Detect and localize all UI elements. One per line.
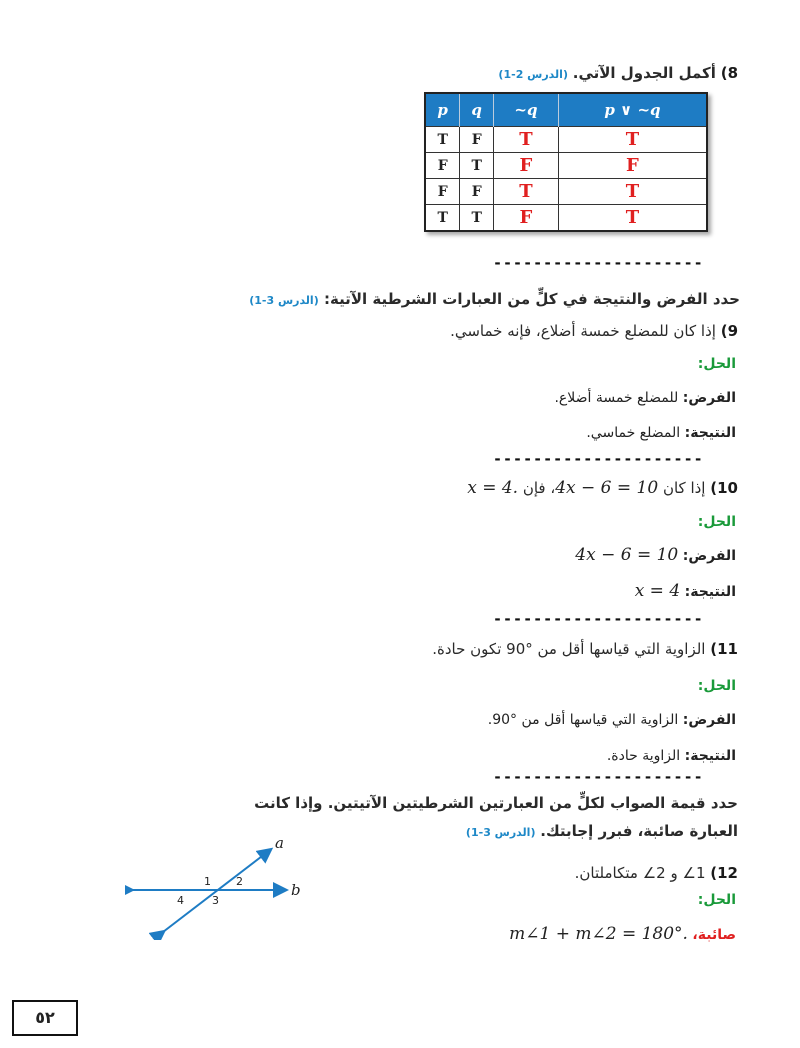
separator: --------------------- [493, 450, 704, 468]
truth-table-header [425, 93, 707, 127]
cell-p-or-not-q: F [558, 153, 707, 179]
q12-text: 1∠ و 2∠ متكاملتان. [574, 864, 706, 882]
table-row [425, 153, 707, 179]
angle-3-label: 3 [212, 894, 219, 907]
transversal-figure [125, 830, 315, 940]
q10-prompt [238, 478, 738, 498]
hypothesis-label: الفرض: [682, 390, 736, 406]
answer-label: صائبة، [692, 927, 736, 943]
cell-p: F [425, 179, 460, 205]
q10-conclusion [336, 581, 736, 601]
cell-q: F [460, 179, 494, 205]
truth-table [424, 92, 708, 232]
q8-lesson-ref: (الدرس 2-1) [498, 68, 568, 81]
q11-number: 11) [710, 640, 738, 658]
q11-prompt [238, 640, 738, 658]
section1-lesson-ref: (الدرس 3-1) [249, 294, 319, 307]
q10-math2: x = 4. [467, 478, 519, 498]
cell-p-or-not-q: T [558, 179, 707, 205]
page-number: ٥٢ [12, 1000, 78, 1036]
angle-2-label: 2 [236, 875, 243, 888]
q10-math1: 4x − 6 = 10 [555, 478, 659, 498]
cell-p: T [425, 205, 460, 232]
hypothesis-text: للمضلع خمسة أضلاع. [554, 390, 679, 406]
table-row [425, 179, 707, 205]
cell-q: F [460, 127, 494, 153]
conclusion-label: النتيجة: [684, 584, 736, 600]
angle-1-label: 1 [204, 875, 211, 888]
conclusion-math: x = 4 [634, 581, 681, 601]
separator: --------------------- [493, 610, 704, 628]
hypothesis-text: الزاوية التي قياسها أقل من °90. [487, 712, 679, 728]
q10-text-prefix: إذا كان [662, 479, 706, 497]
q11-conclusion [336, 748, 736, 764]
table-row [425, 205, 707, 232]
cell-not-q: F [493, 153, 558, 179]
q12-prompt [438, 864, 738, 882]
cell-p: T [425, 127, 460, 153]
section1-instruction [10, 290, 740, 308]
header-not-q: ~q [493, 93, 558, 127]
conclusion-text: الزاوية حادة. [606, 748, 681, 764]
cell-not-q: T [493, 179, 558, 205]
cell-p-or-not-q: T [558, 205, 707, 232]
conclusion-text: المضلع خماسي. [586, 425, 681, 441]
answer-math: m∠1 + m∠2 = 180°. [509, 924, 688, 944]
section2-line2: العبارة صائبة، فبرر إجابتك. [540, 822, 738, 840]
q11-hypothesis [336, 712, 736, 728]
q9-text: إذا كان للمضلع خمسة أضلاع، فإنه خماسي. [450, 322, 716, 340]
q10-solution-label: الحل: [697, 514, 736, 530]
q9-number: 9) [720, 322, 738, 340]
hypothesis-label: الفرض: [682, 548, 736, 564]
label-a: a [275, 834, 284, 852]
q9-prompt [238, 322, 738, 340]
q12-number: 12) [710, 864, 738, 882]
q9-conclusion [336, 425, 736, 441]
cell-q: T [460, 205, 494, 232]
separator: --------------------- [493, 768, 704, 786]
cell-q: T [460, 153, 494, 179]
q12-answer [336, 924, 736, 944]
section2-lesson-ref: (الدرس 3-1) [465, 826, 536, 839]
cell-not-q: T [493, 127, 558, 153]
conclusion-label: النتيجة: [684, 748, 736, 764]
separator: --------------------- [493, 254, 704, 272]
conclusion-label: النتيجة: [684, 425, 736, 441]
table-row [425, 127, 707, 153]
section1-text: حدد الفرض والنتيجة في كلٍّ من العبارات الشرطية الآتية: [323, 290, 740, 308]
cell-not-q: F [493, 205, 558, 232]
section2-line1: حدد قيمة الصواب لكلٍّ من العبارتين الشرطيتين الآتيتين. وإذا كانت [254, 794, 738, 812]
header-p-or-not-q: p ∨ ~q [558, 93, 707, 127]
q10-number: 10) [710, 479, 738, 497]
q9-hypothesis [336, 390, 736, 406]
q8-number: 8) [720, 64, 738, 82]
q9-solution-label: الحل: [697, 356, 736, 372]
q10-text-mid: ، فإن [522, 479, 556, 497]
angle-4-label: 4 [177, 894, 184, 907]
cell-p: F [425, 153, 460, 179]
header-q: q [460, 93, 494, 127]
label-b: b [291, 881, 301, 899]
q8-prompt [398, 64, 738, 82]
q11-solution-label: الحل: [697, 678, 736, 694]
cell-p-or-not-q: T [558, 127, 707, 153]
q10-hypothesis [336, 545, 736, 565]
q8-text: أكمل الجدول الآتي. [572, 64, 716, 82]
header-p: p [425, 93, 460, 127]
q12-solution-label: الحل: [697, 892, 736, 908]
hypothesis-label: الفرض: [682, 712, 736, 728]
hypothesis-math: 4x − 6 = 10 [575, 545, 679, 565]
q11-text: الزاوية التي قياسها أقل من °90 تكون حادة. [432, 640, 706, 658]
